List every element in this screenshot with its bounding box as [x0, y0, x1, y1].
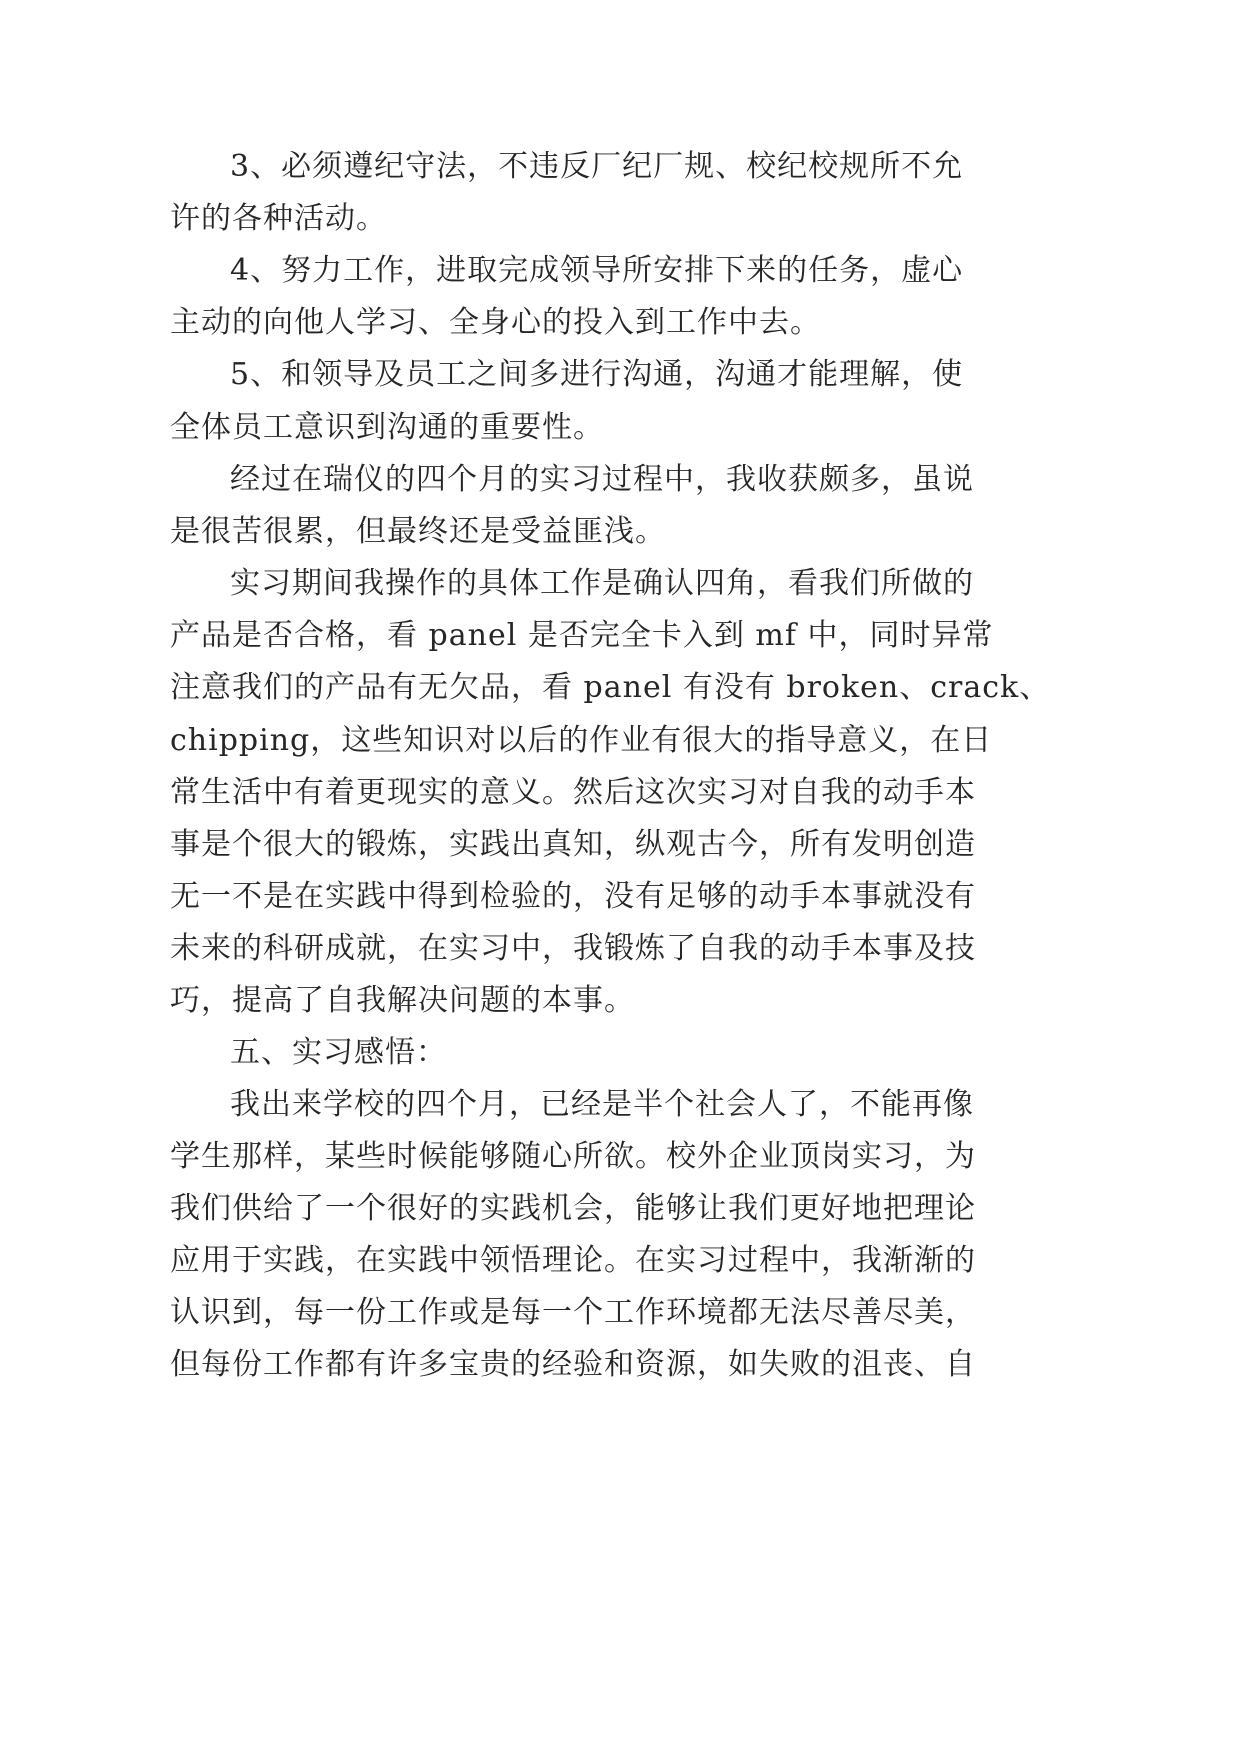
text-line	[0, 712, 1241, 770]
text-line-content: 我们供给了一个很好的实践机会，能够让我们更好地把理论	[170, 1191, 976, 1226]
text-line	[0, 868, 1241, 926]
text-line-content: 应用于实践，在实践中领悟理论。在实习过程中，我渐渐的	[170, 1243, 976, 1278]
text-line-content: 五、实习感悟：	[230, 1035, 447, 1070]
text-line-content: 学生那样，某些时候能够随心所欲。校外企业顶岗实习，为	[170, 1139, 976, 1174]
text-line	[0, 138, 1241, 196]
text-line-content: 产品是否合格，看 panel 是否完全卡入到 mf 中，同时异常	[170, 618, 994, 653]
text-line	[0, 555, 1241, 613]
text-line-content: 4、努力工作，进取完成领导所安排下来的任务，虚心	[230, 253, 964, 288]
text-line	[0, 659, 1241, 717]
text-line-content: 经过在瑞仪的四个月的实习过程中，我收获颇多，虽说	[230, 462, 974, 497]
text-line-content: 实习期间我操作的具体工作是确认四角，看我们所做的	[230, 566, 974, 601]
text-line-content: 5、和领导及员工之间多进行沟通，沟通才能理解，使	[230, 357, 964, 392]
text-line	[0, 190, 1241, 248]
text-line	[0, 399, 1241, 457]
text-line-content: 常生活中有着更现实的意义。然后这次实习对自我的动手本	[170, 775, 976, 810]
text-line	[0, 1076, 1241, 1134]
text-line-content: 事是个很大的锻炼，实践出真知，纵观古今，所有发明创造	[170, 827, 976, 862]
text-line-content: 但每份工作都有许多宝贵的经验和资源，如失败的沮丧、自	[170, 1347, 976, 1382]
text-line	[0, 972, 1241, 1030]
text-line	[0, 1024, 1241, 1082]
text-line	[0, 451, 1241, 509]
text-line	[0, 1180, 1241, 1238]
text-line-content: 巧，提高了自我解决问题的本事。	[170, 983, 635, 1018]
text-line	[0, 816, 1241, 874]
text-line	[0, 242, 1241, 300]
text-line-content: 注意我们的产品有无欠品，看 panel 有没有 broken、crack、	[170, 670, 1051, 705]
text-line-content: 无一不是在实践中得到检验的，没有足够的动手本事就没有	[170, 879, 976, 914]
text-line-content: 许的各种活动。	[170, 201, 387, 236]
text-line-content: chipping，这些知识对以后的作业有很大的指导意义，在日	[170, 723, 993, 758]
text-line-content: 我出来学校的四个月，已经是半个社会人了，不能再像	[230, 1087, 974, 1122]
text-line-content: 3、必须遵纪守法，不违反厂纪厂规、校纪校规所不允	[230, 149, 964, 184]
text-line	[0, 1336, 1241, 1394]
text-line-content: 认识到，每一份工作或是每一个工作环境都无法尽善尽美，	[170, 1295, 976, 1330]
text-line	[0, 920, 1241, 978]
text-line-content: 主动的向他人学习、全身心的投入到工作中去。	[170, 305, 821, 340]
text-line	[0, 346, 1241, 404]
text-line	[0, 294, 1241, 352]
text-line	[0, 607, 1241, 665]
text-line-content: 未来的科研成就，在实习中，我锻炼了自我的动手本事及技	[170, 931, 976, 966]
text-line	[0, 1232, 1241, 1290]
text-line	[0, 503, 1241, 561]
text-line-content: 全体员工意识到沟通的重要性。	[170, 410, 604, 445]
text-line	[0, 1284, 1241, 1342]
text-line	[0, 764, 1241, 822]
text-line-content: 是很苦很累，但最终还是受益匪浅。	[170, 514, 666, 549]
text-line	[0, 1128, 1241, 1186]
